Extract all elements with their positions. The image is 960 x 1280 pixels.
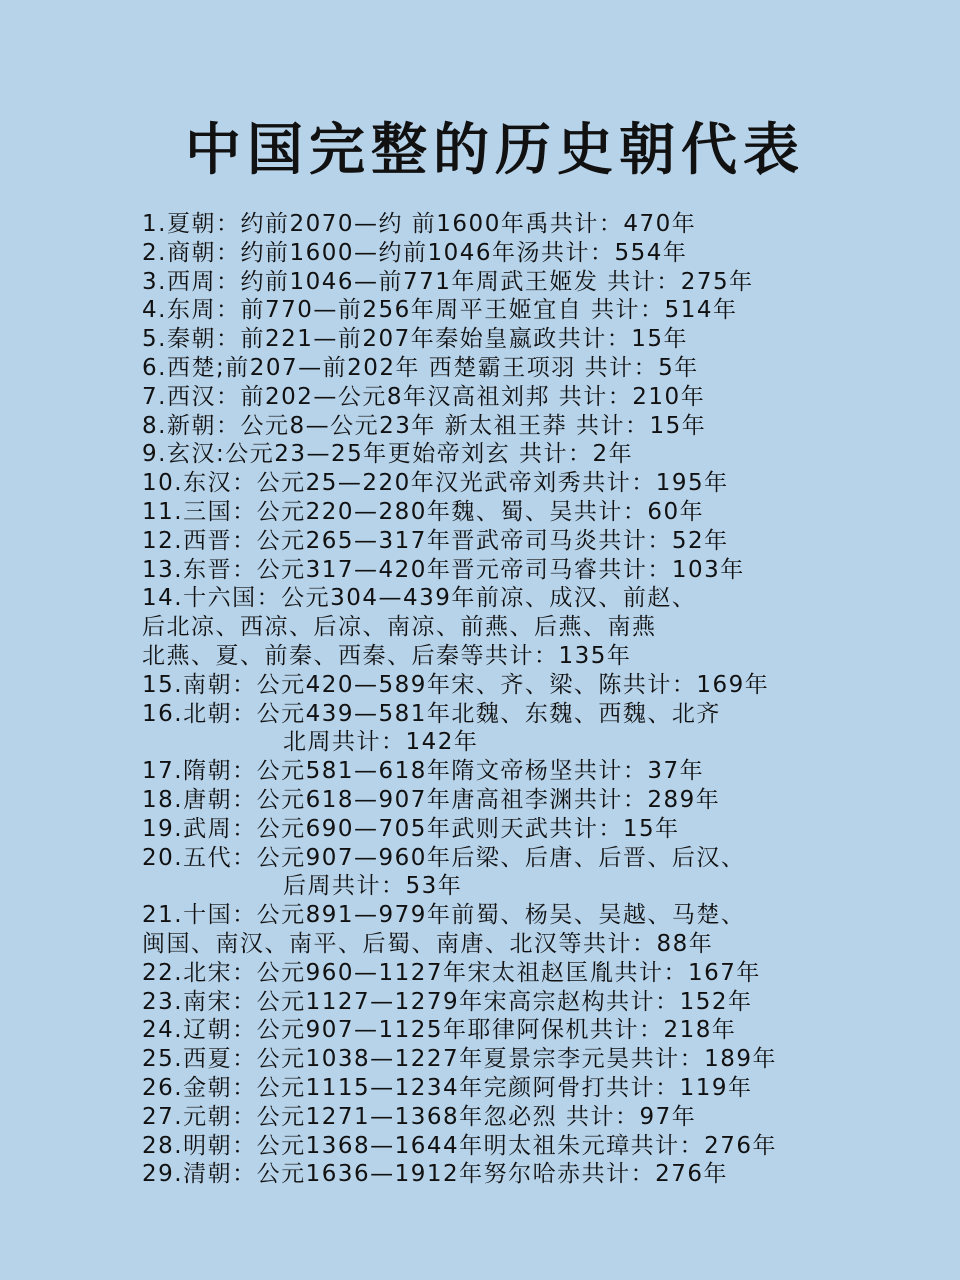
dynasty-line: 北燕、夏、前秦、西秦、后秦等共计：135年: [142, 642, 632, 669]
dynasty-line: 27.元朝：公元1271—1368年忽必烈 共计：97年: [142, 1103, 697, 1130]
dynasty-line: 29.清朝：公元1636—1912年努尔哈赤共计：276年: [142, 1161, 729, 1188]
dynasty-line: 1.夏朝：约前2070—约 前1600年禹共计：470年: [142, 211, 697, 237]
dynasty-line: 20.五代：公元907—960年后梁、后唐、后晋、后汉、: [142, 844, 746, 871]
dynasty-line: 北周共计：142年: [283, 729, 479, 756]
dynasty-line: 9.玄汉:公元23—25年更始帝刘玄 共计：2年: [142, 441, 634, 468]
dynasty-line: 5.秦朝：前221—前207年秦始皇嬴政共计：15年: [142, 326, 689, 353]
dynasty-line: 7.西汉：前202—公元8年汉高祖刘邦 共计：210年: [142, 383, 706, 410]
dynasty-line: 26.金朝：公元1115—1234年完颜阿骨打共计：119年: [142, 1074, 753, 1101]
dynasty-line: 21.十国：公元891—979年前蜀、杨吴、吴越、马楚、: [142, 902, 746, 929]
dynasty-line: 后北凉、西凉、后凉、南凉、前燕、后燕、南燕: [142, 614, 657, 641]
dynasty-line: 23.南宋：公元1127—1279年宋高宗赵构共计：152年: [142, 988, 753, 1015]
dynasty-list: [142, 210, 942, 1189]
dynasty-line: 4.东周：前770—前256年周平王姬宜自 共计：514年: [142, 297, 738, 324]
dynasty-line: 14.十六国：公元304—439年前凉、成汉、前赵、: [142, 585, 697, 612]
dynasty-line: 11.三国：公元220—280年魏、蜀、吴共计：60年: [142, 498, 705, 525]
dynasty-line: 后周共计：53年: [283, 873, 463, 900]
dynasty-line: 19.武周：公元690—705年武则天武共计：15年: [142, 815, 680, 842]
dynasty-line: 22.北宋：公元960—1127年宋太祖赵匡胤共计：167年: [142, 959, 761, 986]
page-title: 中国完整的历史朝代表: [185, 117, 805, 183]
dynasty-line: 2.商朝：约前1600—约前1046年汤共计：554年: [142, 239, 688, 266]
dynasty-line: 24.辽朝：公元907—1125年耶律阿保机共计：218年: [142, 1017, 737, 1044]
dynasty-line: 3.西周：约前1046—前771年周武王姬发 共计：275年: [142, 268, 754, 295]
dynasty-line: 28.明朝：公元1368—1644年明太祖朱元璋共计：276年: [142, 1132, 778, 1159]
dynasty-line: 12.西晋：公元265—317年晋武帝司马炎共计：52年: [142, 527, 729, 554]
dynasty-line: 15.南朝：公元420—589年宋、齐、梁、陈共计：169年: [142, 671, 770, 698]
dynasty-line: 10.东汉：公元25—220年汉光武帝刘秀共计：195年: [142, 470, 729, 497]
dynasty-line: 6.西楚;前207—前202年 西楚霸王项羽 共计：5年: [142, 354, 699, 381]
dynasty-line: 25.西夏：公元1038—1227年夏景宗李元昊共计：189年: [142, 1046, 778, 1073]
dynasty-line: 18.唐朝：公元618—907年唐高祖李渊共计：289年: [142, 786, 721, 813]
dynasty-line: 16.北朝：公元439—581年北魏、东魏、西魏、北齐: [142, 700, 721, 727]
dynasty-line: 17.隋朝：公元581—618年隋文帝杨坚共计：37年: [142, 758, 705, 785]
dynasty-line: 8.新朝：公元8—公元23年 新太祖王莽 共计：15年: [142, 412, 707, 439]
dynasty-line: 13.东晋：公元317—420年晋元帝司马睿共计：103年: [142, 556, 745, 583]
dynasty-line: 闽国、南汉、南平、后蜀、南唐、北汉等共计：88年: [142, 930, 714, 957]
